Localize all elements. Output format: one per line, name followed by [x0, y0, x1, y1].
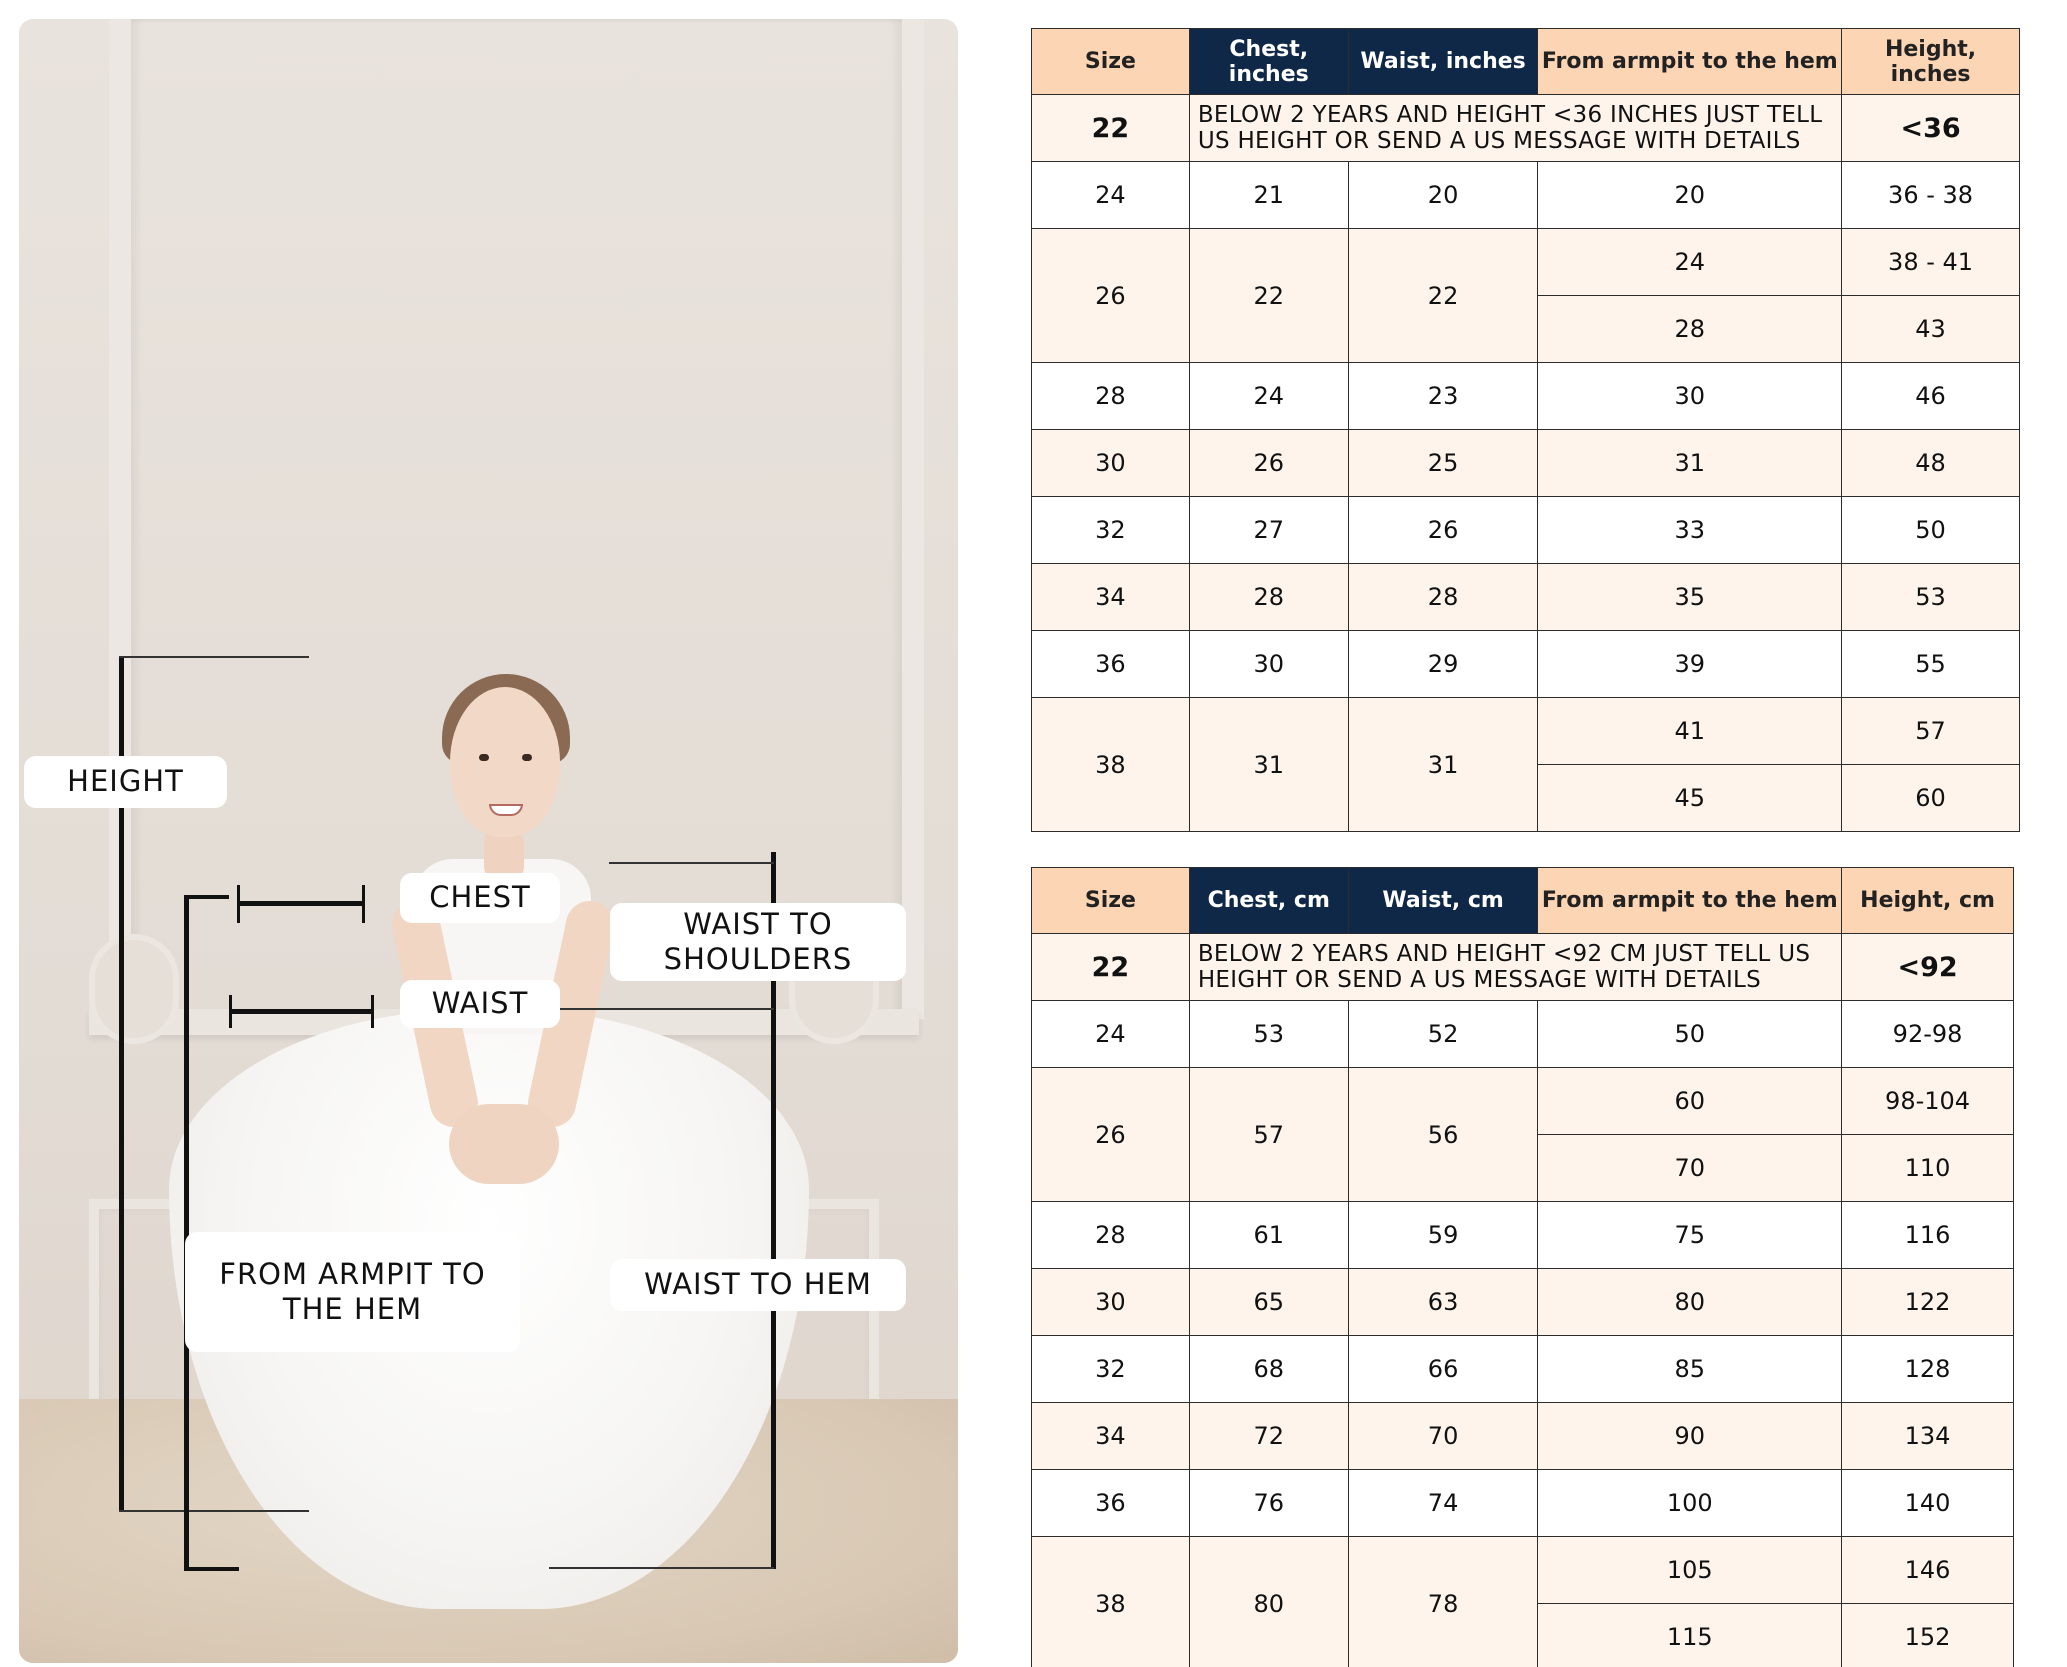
chest-line — [237, 901, 365, 906]
waist-cell: 28 — [1348, 564, 1538, 631]
height-cell: 92-98 — [1842, 1001, 2014, 1068]
chest-tick — [237, 885, 240, 923]
table-row — [1032, 1537, 2014, 1604]
size-cell: 38 — [1032, 698, 1190, 832]
hem-cell: 35 — [1538, 564, 1842, 631]
table-row — [1032, 430, 2020, 497]
hem-cell: 115 — [1538, 1604, 1842, 1667]
shoulder-tick — [609, 862, 774, 864]
size-cell: 34 — [1032, 1403, 1190, 1470]
height-cell: 43 — [1842, 296, 2020, 363]
height-bottom-tick — [119, 1510, 309, 1512]
size-cell: 26 — [1032, 229, 1190, 363]
chest-cell: 80 — [1189, 1537, 1348, 1667]
waist-cell: 66 — [1348, 1336, 1538, 1403]
hem-cell: 90 — [1538, 1403, 1842, 1470]
hem-cell: 75 — [1538, 1202, 1842, 1269]
waist-cell: 25 — [1348, 430, 1538, 497]
size-cell: 22 — [1032, 95, 1190, 162]
hem-cell: 39 — [1538, 631, 1842, 698]
hem-cell: 33 — [1538, 497, 1842, 564]
size-cell: 36 — [1032, 1470, 1190, 1537]
table-row — [1032, 1336, 2014, 1403]
chest-cell: 61 — [1189, 1202, 1348, 1269]
chest-cell: 21 — [1189, 162, 1348, 229]
waist-cell: 23 — [1348, 363, 1538, 430]
height-cell: 57 — [1842, 698, 2020, 765]
size-chart-inches — [1031, 28, 2020, 832]
table-row — [1032, 1202, 2014, 1269]
table-row — [1032, 363, 2020, 430]
header-armpit-hem: From armpit to the hem — [1538, 868, 1842, 934]
chest-cell: 22 — [1189, 229, 1348, 363]
armpit-top-tick — [184, 895, 229, 899]
hem-cell: 100 — [1538, 1470, 1842, 1537]
table-row — [1032, 1403, 2014, 1470]
size-cell: 34 — [1032, 564, 1190, 631]
waist-line — [229, 1009, 374, 1014]
waist-cell: 20 — [1348, 162, 1538, 229]
hem-cell: 41 — [1538, 698, 1842, 765]
size-cell: 30 — [1032, 1269, 1190, 1336]
header-waist: Waist, cm — [1348, 868, 1538, 934]
table-row — [1032, 1470, 2014, 1537]
hem-cell: 30 — [1538, 363, 1842, 430]
size-cell: 32 — [1032, 1336, 1190, 1403]
header-chest: Chest, inches — [1189, 29, 1348, 95]
waist-tick-right — [559, 1008, 774, 1010]
height-cell: 146 — [1842, 1537, 2014, 1604]
hem-cell: 20 — [1538, 162, 1842, 229]
waist-cell: 59 — [1348, 1202, 1538, 1269]
hem-cell: 28 — [1538, 296, 1842, 363]
chest-cell: 30 — [1189, 631, 1348, 698]
waist-cell: 26 — [1348, 497, 1538, 564]
header-size: Size — [1032, 868, 1190, 934]
molding-ornament — [89, 934, 179, 1044]
waist-label: WAIST — [400, 980, 560, 1028]
hem-cell: 45 — [1538, 765, 1842, 832]
chest-cell: 53 — [1189, 1001, 1348, 1068]
waist-cell: 63 — [1348, 1269, 1538, 1336]
waist-to-shoulders-label: WAIST TO SHOULDERS — [610, 903, 906, 981]
waist-tick — [371, 995, 374, 1028]
height-cell: 50 — [1842, 497, 2020, 564]
hem-cell: 80 — [1538, 1269, 1842, 1336]
chest-cell: 72 — [1189, 1403, 1348, 1470]
hem-cell: 85 — [1538, 1336, 1842, 1403]
chest-cell: 27 — [1189, 497, 1348, 564]
table-row — [1032, 698, 2020, 765]
height-cell: 46 — [1842, 363, 2020, 430]
height-cell: 60 — [1842, 765, 2020, 832]
table-row — [1032, 564, 2020, 631]
waist-cell: 56 — [1348, 1068, 1538, 1202]
header-chest: Chest, cm — [1189, 868, 1348, 934]
note-cell: BELOW 2 YEARS AND HEIGHT <36 INCHES JUST TELL US HEIGHT OR SEND A US MESSAGE WITH DETAILS — [1189, 95, 1841, 162]
height-cell: 116 — [1842, 1202, 2014, 1269]
chest-cell: 26 — [1189, 430, 1348, 497]
height-cell: 140 — [1842, 1470, 2014, 1537]
height-cell: 98-104 — [1842, 1068, 2014, 1135]
height-cell: 152 — [1842, 1604, 2014, 1667]
table-row — [1032, 934, 2014, 1001]
chest-cell: 76 — [1189, 1470, 1348, 1537]
size-cell: 38 — [1032, 1537, 1190, 1667]
height-cell: 128 — [1842, 1336, 2014, 1403]
height-cell: 55 — [1842, 631, 2020, 698]
header-height: Height, inches — [1842, 29, 2020, 95]
hem-cell: 31 — [1538, 430, 1842, 497]
chest-label: CHEST — [400, 873, 560, 923]
size-cell: 24 — [1032, 162, 1190, 229]
table-row — [1032, 229, 2020, 296]
table-row — [1032, 1269, 2014, 1336]
height-cell: 110 — [1842, 1135, 2014, 1202]
hem-cell: 60 — [1538, 1068, 1842, 1135]
waist-cell: 22 — [1348, 229, 1538, 363]
hem-tick — [549, 1567, 774, 1569]
table-row — [1032, 1001, 2014, 1068]
child-hands — [449, 1104, 559, 1184]
measurement-photo — [19, 19, 958, 1663]
waist-cell: 52 — [1348, 1001, 1538, 1068]
size-cell: 28 — [1032, 363, 1190, 430]
waist-cell: 78 — [1348, 1537, 1538, 1667]
chest-tick — [362, 885, 365, 923]
size-cell: 30 — [1032, 430, 1190, 497]
note-cell: BELOW 2 YEARS AND HEIGHT <92 CM JUST TELL US HEIGHT OR SEND A US MESSAGE WITH DETAILS — [1189, 934, 1841, 1001]
header-height: Height, cm — [1842, 868, 2014, 934]
header-row — [1032, 29, 2020, 95]
height-cell: <36 — [1842, 95, 2020, 162]
chest-cell: 68 — [1189, 1336, 1348, 1403]
size-cell: 26 — [1032, 1068, 1190, 1202]
size-cell: 32 — [1032, 497, 1190, 564]
table-row — [1032, 1068, 2014, 1135]
height-label: HEIGHT — [24, 756, 227, 808]
size-chart-cm — [1031, 867, 2014, 1667]
table-row — [1032, 497, 2020, 564]
waist-cell: 70 — [1348, 1403, 1538, 1470]
armpit-to-hem-label: FROM ARMPIT TO THE HEM — [185, 1232, 520, 1352]
child-eye — [522, 754, 532, 761]
height-cell: 122 — [1842, 1269, 2014, 1336]
height-cell: <92 — [1842, 934, 2014, 1001]
waist-to-hem-label: WAIST TO HEM — [610, 1259, 906, 1311]
height-top-tick — [119, 656, 309, 658]
height-cell: 53 — [1842, 564, 2020, 631]
chest-cell: 28 — [1189, 564, 1348, 631]
hem-cell: 50 — [1538, 1001, 1842, 1068]
height-cell: 48 — [1842, 430, 2020, 497]
waist-cell: 74 — [1348, 1470, 1538, 1537]
header-row — [1032, 868, 2014, 934]
size-cell: 36 — [1032, 631, 1190, 698]
chest-cell: 31 — [1189, 698, 1348, 832]
header-size: Size — [1032, 29, 1190, 95]
table-row — [1032, 631, 2020, 698]
hem-cell: 105 — [1538, 1537, 1842, 1604]
table-row — [1032, 162, 2020, 229]
table-row — [1032, 95, 2020, 162]
child-eye — [479, 754, 489, 761]
waist-tick — [229, 995, 232, 1028]
size-cell: 24 — [1032, 1001, 1190, 1068]
size-cell: 22 — [1032, 934, 1190, 1001]
waist-cell: 29 — [1348, 631, 1538, 698]
armpit-to-hem-line — [184, 895, 189, 1571]
height-cell: 36 - 38 — [1842, 162, 2020, 229]
size-cell: 28 — [1032, 1202, 1190, 1269]
hem-cell: 70 — [1538, 1135, 1842, 1202]
hem-cell: 24 — [1538, 229, 1842, 296]
chest-cell: 57 — [1189, 1068, 1348, 1202]
chest-cell: 24 — [1189, 363, 1348, 430]
chest-cell: 65 — [1189, 1269, 1348, 1336]
height-cell: 38 - 41 — [1842, 229, 2020, 296]
header-armpit-hem: From armpit to the hem — [1538, 29, 1842, 95]
header-waist: Waist, inches — [1348, 29, 1538, 95]
waist-cell: 31 — [1348, 698, 1538, 832]
height-cell: 134 — [1842, 1403, 2014, 1470]
armpit-bottom-tick — [184, 1567, 239, 1571]
